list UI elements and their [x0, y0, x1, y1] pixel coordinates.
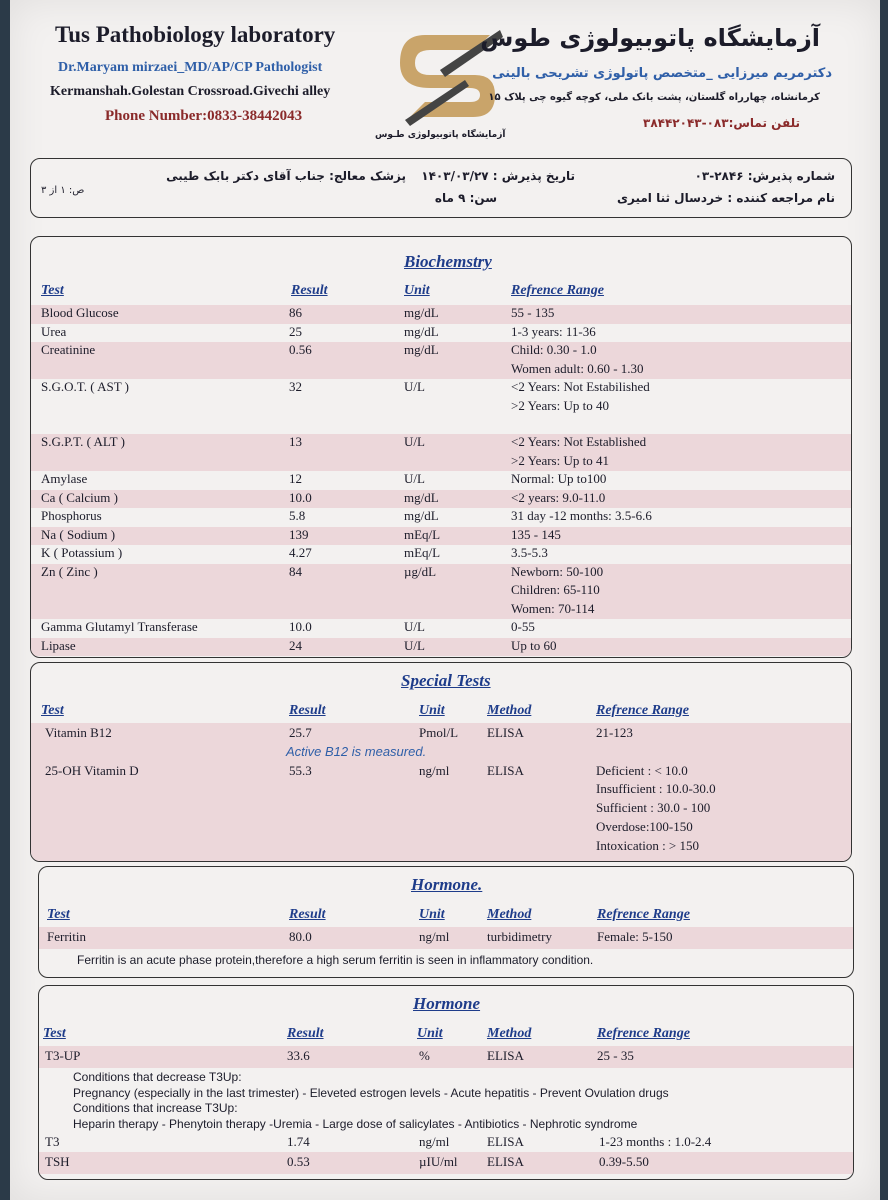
test-unit: mEq/L	[404, 526, 441, 542]
col-method: Method	[487, 1026, 532, 1041]
t3up-note: Conditions that decrease T3Up:	[73, 1070, 242, 1084]
test-name: 25-OH Vitamin D	[45, 763, 139, 778]
test-range: 21-123	[596, 725, 633, 740]
test-result: 1.74	[287, 1134, 310, 1149]
t3up-note: Heparin therapy - Phenytoin therapy -Uremia - Large dose of salicylates - Antibiotics - Nephrotic syndrome	[73, 1117, 638, 1131]
row-band	[31, 527, 851, 546]
test-range: Deficient : < 10.0	[596, 763, 688, 778]
test-range: 0.39-5.50	[599, 1154, 649, 1169]
col-method: Method	[487, 703, 532, 718]
row-band	[31, 490, 851, 509]
test-result: 80.0	[289, 929, 312, 944]
test-range: 135 - 145	[511, 526, 561, 542]
col-test: Test	[41, 703, 64, 718]
col-result: Result	[289, 703, 326, 718]
col-range: Refrence Range	[597, 907, 690, 922]
col-result: Result	[289, 907, 326, 922]
test-range: >2 Years: Up to 40	[511, 397, 609, 413]
special-tests-section	[30, 662, 852, 862]
page-number: ص: ۱ از ۳	[41, 185, 85, 196]
test-range: Normal: Up to100	[511, 471, 607, 486]
patient-age: سن: ۹ ماه	[434, 191, 497, 205]
test-unit: U/L	[404, 471, 425, 486]
test-result: 25	[289, 323, 302, 339]
biochemistry-section	[30, 236, 852, 658]
test-range: Up to 60	[511, 637, 557, 653]
logo-caption: آزمایشگاه پاتوبیولوژی طـوس	[375, 130, 506, 140]
test-name: Vitamin B12	[45, 725, 112, 740]
test-range: Female: 5-150	[597, 929, 673, 944]
test-result: 32	[289, 379, 302, 394]
reception-date: تاریخ پذیرش : ۱۴۰۳/۰۳/۲۷	[421, 169, 575, 183]
test-name: Creatinine	[41, 342, 96, 357]
test-range: Intoxication : > 150	[596, 838, 700, 853]
col-range: Refrence Range	[596, 703, 689, 718]
test-range: 0-55	[511, 619, 535, 634]
test-name: Amylase	[41, 471, 88, 486]
lab-report-sheet	[10, 0, 880, 1200]
hormone-title: Hormone.	[411, 875, 483, 894]
lab-name: Tus Pathobiology laboratory	[55, 22, 336, 47]
row-band	[31, 305, 851, 324]
test-result: 12	[289, 471, 302, 486]
test-name: Ca ( Calcium )	[41, 489, 118, 505]
test-result: 139	[289, 526, 309, 542]
test-range: Overdose:100-150	[596, 819, 693, 834]
col-unit: Unit	[419, 703, 445, 718]
row-band	[31, 342, 851, 379]
test-name: Phosphorus	[41, 508, 102, 523]
test-name: T3	[45, 1134, 60, 1149]
lab-address-fa: کرمانشاه، چهارراه گلستان، پشت بانک ملی، کوچه گیوه چی پلاک ۱۵	[488, 92, 820, 103]
test-range: 1-3 years: 11-36	[511, 323, 596, 339]
test-name: S.G.P.T. ( ALT )	[41, 434, 125, 449]
test-name: T3-UP	[45, 1048, 81, 1063]
test-range: Sufficient : 30.0 - 100	[596, 800, 711, 815]
test-result: 0.56	[289, 342, 312, 357]
test-name: TSH	[45, 1154, 70, 1169]
test-unit: U/L	[404, 434, 425, 449]
test-result: 0.53	[287, 1154, 310, 1169]
test-result: 84	[289, 563, 302, 579]
test-result: 10.0	[289, 619, 312, 634]
biochemistry-title: Biochemstry	[404, 252, 492, 271]
test-name: Zn ( Zinc )	[41, 563, 98, 579]
test-result: 13	[289, 434, 302, 449]
test-unit: U/L	[404, 637, 425, 653]
test-result: 33.6	[287, 1048, 310, 1063]
test-unit: U/L	[404, 619, 425, 634]
test-name: Urea	[41, 323, 67, 339]
test-name: S.G.O.T. ( AST )	[41, 379, 129, 394]
test-name: K ( Potassium )	[41, 545, 123, 560]
test-unit: mg/dL	[404, 342, 439, 357]
lab-address: Kermanshah.Golestan Crossroad.Givechi alley	[50, 84, 331, 99]
patient-info-box	[30, 158, 852, 218]
test-range: 1-23 months : 1.0-2.4	[599, 1134, 712, 1149]
test-unit: mg/dL	[404, 305, 439, 320]
col-unit: Unit	[417, 1026, 443, 1041]
t3up-note: Pregnancy (especially in the last trimester) - Eleveted estrogen levels - Acute hepatitis - Prevent Ovulation drugs	[73, 1086, 669, 1100]
test-range: 25 - 35	[597, 1048, 634, 1063]
test-unit: ng/ml	[419, 1134, 450, 1149]
test-unit: ng/ml	[419, 763, 450, 778]
lab-name-fa: آزمایشگاه پاتوبیولوژی طوس	[480, 24, 820, 52]
test-range: <2 Years: Not Established	[511, 434, 647, 449]
t3up-note: Conditions that increase T3Up:	[73, 1101, 238, 1115]
doctor-name: Dr.Maryam mirzaei_MD/AP/CP Pathologist	[58, 60, 323, 75]
test-unit: mg/dL	[404, 323, 439, 339]
test-unit: mEq/L	[404, 545, 441, 560]
test-name: Gamma Glutamyl Transferase	[41, 619, 198, 634]
doctor-name-fa: دکترمریم میرزایی _متخصص پاتولوژی تشریحی بالینی	[492, 66, 832, 81]
col-result: Result	[291, 283, 328, 298]
test-range: Newborn: 50-100	[511, 563, 604, 579]
lab-phone: Phone Number:0833-38442043	[105, 108, 303, 124]
test-method: ELISA	[487, 1154, 524, 1169]
test-range: Children: 65-110	[511, 582, 600, 597]
test-result: 4.27	[289, 545, 312, 560]
row-band	[31, 434, 851, 471]
test-name: Lipase	[41, 637, 76, 653]
test-range: Women: 70-114	[511, 600, 595, 616]
col-method: Method	[487, 907, 532, 922]
test-range: <2 Years: Not Estabilished	[511, 379, 650, 394]
test-unit: U/L	[404, 379, 425, 394]
test-range: 3.5-5.3	[511, 545, 548, 560]
test-method: ELISA	[487, 763, 524, 778]
test-unit: µIU/ml	[419, 1154, 458, 1169]
ferritin-note: Ferritin is an acute phase protein,therefore a high serum ferritin is seen in inflammatory condition.	[77, 953, 594, 967]
col-test: Test	[43, 1026, 66, 1041]
col-unit: Unit	[419, 907, 445, 922]
hormone-ferritin-section	[38, 866, 854, 978]
col-range: Refrence Range	[511, 283, 604, 298]
col-unit: Unit	[404, 283, 430, 298]
row-band	[39, 1046, 853, 1068]
test-range: 55 - 135	[511, 305, 555, 320]
special-tests-title: Special Tests	[401, 671, 491, 690]
test-name: Na ( Sodium )	[41, 526, 116, 542]
test-range: Insufficient : 10.0-30.0	[596, 781, 716, 796]
lab-phone-fa: تلفن تماس:۰۸۳-۳۸۴۴۲۰۴۳	[643, 116, 800, 130]
col-test: Test	[41, 283, 64, 298]
test-result: 25.7	[289, 725, 312, 740]
test-range: Women adult: 0.60 - 1.30	[511, 360, 644, 376]
row-band	[31, 638, 851, 657]
test-name: Ferritin	[47, 929, 86, 944]
test-range: 31 day -12 months: 3.5-6.6	[511, 508, 652, 523]
test-result: 5.8	[289, 508, 306, 523]
reception-number: شماره پذیرش: ۲۸۴۶-۰۳	[694, 169, 835, 183]
test-result: 10.0	[289, 489, 312, 505]
col-test: Test	[47, 907, 70, 922]
test-unit: ng/ml	[419, 929, 450, 944]
test-name: Blood Glucose	[41, 305, 119, 320]
test-method: ELISA	[487, 1048, 524, 1063]
test-method: turbidimetry	[487, 929, 552, 944]
test-method: ELISA	[487, 1134, 524, 1149]
test-result: 86	[289, 305, 302, 320]
test-range: Child: 0.30 - 1.0	[511, 342, 597, 357]
row-band	[31, 564, 851, 620]
test-method: ELISA	[487, 725, 524, 740]
test-unit: mg/dL	[404, 489, 439, 505]
col-result: Result	[287, 1026, 324, 1041]
physician: پزشک معالج: جناب آقای دکتر بابک طیبی	[166, 169, 406, 183]
test-unit: %	[419, 1048, 430, 1063]
test-result: 24	[289, 637, 302, 653]
test-unit: Pmol/L	[419, 725, 459, 740]
test-range: <2 years: 9.0-11.0	[511, 489, 606, 505]
patient-name: نام مراجعه کننده : خردسال ثنا امیری	[617, 191, 835, 205]
test-range: >2 Years: Up to 41	[511, 452, 609, 468]
test-unit: mg/dL	[404, 508, 439, 523]
test-result: 55.3	[289, 763, 312, 778]
test-unit: µg/dL	[404, 563, 437, 579]
col-range: Refrence Range	[597, 1026, 690, 1041]
b12-note: Active B12 is measured.	[286, 744, 427, 759]
hormone-thyroid-section	[38, 985, 854, 1180]
hormone-title: Hormone	[413, 994, 481, 1013]
